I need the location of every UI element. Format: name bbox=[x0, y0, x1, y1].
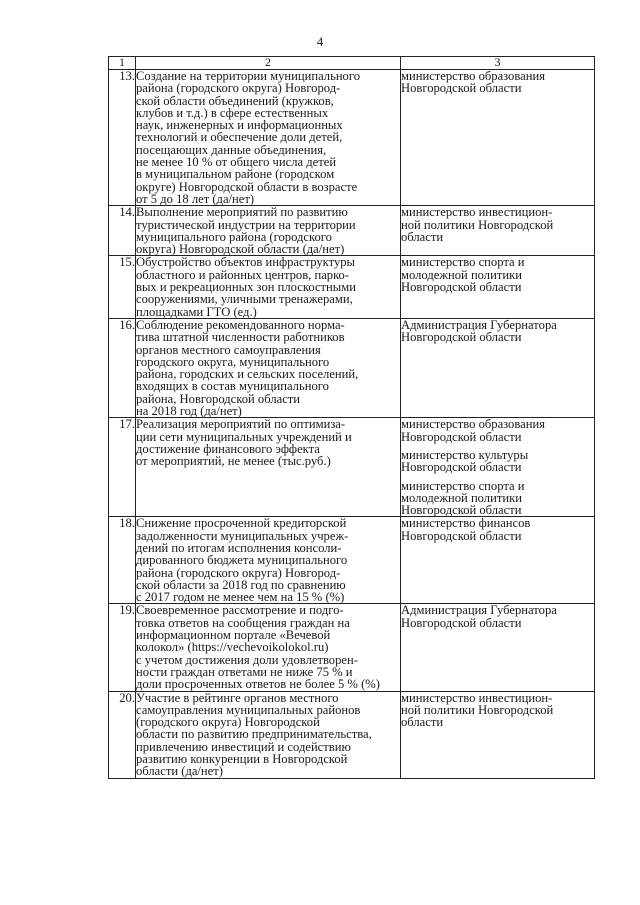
row-number: 17. bbox=[109, 418, 136, 517]
table-row bbox=[109, 517, 595, 604]
responsible-authority: министерство культуры Новгородской области bbox=[401, 447, 529, 475]
indicator-description: Обустройство объектов инфраструктуры областного и районных центров, парко- вых и рекреационных зон плоскостными сооружениями, уличными тренажерами, площадками ГТО (ед.) bbox=[136, 256, 401, 318]
table-row bbox=[109, 691, 595, 778]
indicator-description: Своевременное рассмотрение и подго- товка ответов на сообщения граждан на информационном портале «Вечевой колокол» (https://vechevoikolokol.ru) с учетом достижения доли удовлетворен- ности граждан ответами не ниже 75 % и доли просроченных ответов не более 5 % (%) bbox=[136, 604, 401, 691]
responsible-authority: министерство образования Новгородской области bbox=[401, 69, 545, 96]
responsible-authority-cell bbox=[401, 318, 595, 417]
page-number: 4 bbox=[316, 34, 324, 49]
responsible-authority: министерство финансов Новгородской области bbox=[401, 516, 531, 543]
responsible-authority-cell bbox=[401, 691, 595, 778]
table-row bbox=[109, 604, 595, 691]
row-number: 14. bbox=[109, 206, 136, 256]
responsible-authority: министерство образования Новгородской области bbox=[401, 417, 545, 444]
responsible-authority: министерство инвестицион- ной политики Новгородской области bbox=[401, 205, 554, 244]
responsible-authority-cell bbox=[401, 418, 595, 517]
indicator-description: Участие в рейтинге органов местного самоуправления муниципальных районов (городского округа) Новгородской области по развитию предпринимательства, привлечению инвестиций и содействию развитию конкуренции в Новгородской области (да/нет) bbox=[136, 691, 401, 778]
row-number: 13. bbox=[109, 70, 136, 206]
row-number: 15. bbox=[109, 256, 136, 318]
table-row bbox=[109, 256, 595, 318]
indicator-description: Создание на территории муниципального района (городского округа) Новгород- ской области объединений (кружков, клубов и т.д.) в сфере естественных наук, инженерных и информационных технологий и обеспечение доли детей, посещающих данные объединения, не менее 10 % от общего числа детей в муниципальном районе (городском округе) Новгородской области в возрасте от 5 до 18 лет (да/нет) bbox=[136, 70, 401, 206]
column-header-3: 3 bbox=[401, 57, 595, 70]
indicators-table bbox=[108, 56, 595, 779]
indicator-description: Снижение просроченной кредиторской задолженности муниципальных учреж- дений по итогам исполнения консоли- дированного бюджета муниципального района (городского округа) Новгород- ской области за 2018 год по сравнению с 2017 годом не менее чем на 15 % (%) bbox=[136, 517, 401, 604]
responsible-authority: министерство инвестицион- ной политики Новгородской области bbox=[401, 690, 554, 730]
row-number: 18. bbox=[109, 517, 136, 604]
table-row bbox=[109, 418, 595, 517]
table-row bbox=[109, 70, 595, 206]
responsible-authority-cell bbox=[401, 604, 595, 691]
indicator-description: Выполнение мероприятий по развитию туристической индустрии на территории муниципального района (городского округа) Новгородской области (да/нет) bbox=[136, 206, 401, 256]
indicator-description: Реализация мероприятий по оптимиза- ции сети муниципальных учреждений и достижение финансового эффекта от мероприятий, не менее (тыс.руб.) bbox=[136, 418, 401, 517]
table-row bbox=[109, 318, 595, 417]
table-row bbox=[109, 206, 595, 256]
responsible-authority-cell bbox=[401, 517, 595, 604]
row-number: 19. bbox=[109, 604, 136, 691]
row-number: 20. bbox=[109, 691, 136, 778]
column-header-1: 1 bbox=[109, 57, 136, 70]
responsible-authority: министерство спорта и молодежной политики Новгородской области bbox=[401, 478, 525, 518]
row-number: 16. bbox=[109, 318, 136, 417]
responsible-authority-cell bbox=[401, 206, 595, 256]
responsible-authority: министерство спорта и молодежной политики Новгородской области bbox=[401, 255, 525, 295]
table-header-row bbox=[109, 57, 595, 70]
indicator-description: Соблюдение рекомендованного норма- тива штатной численности работников органов местного самоуправления городского округа, муниципального района, городских и сельских поселений, входящих в состав муниципального района, Новгородской области на 2018 год (да/нет) bbox=[136, 318, 401, 417]
responsible-authority-cell bbox=[401, 256, 595, 318]
column-header-2: 2 bbox=[136, 57, 401, 70]
responsible-authority: Администрация Губернатора Новгородской области bbox=[401, 317, 557, 345]
responsible-authority: Администрация Губернатора Новгородской области bbox=[401, 603, 557, 630]
responsible-authority-cell bbox=[401, 70, 595, 206]
